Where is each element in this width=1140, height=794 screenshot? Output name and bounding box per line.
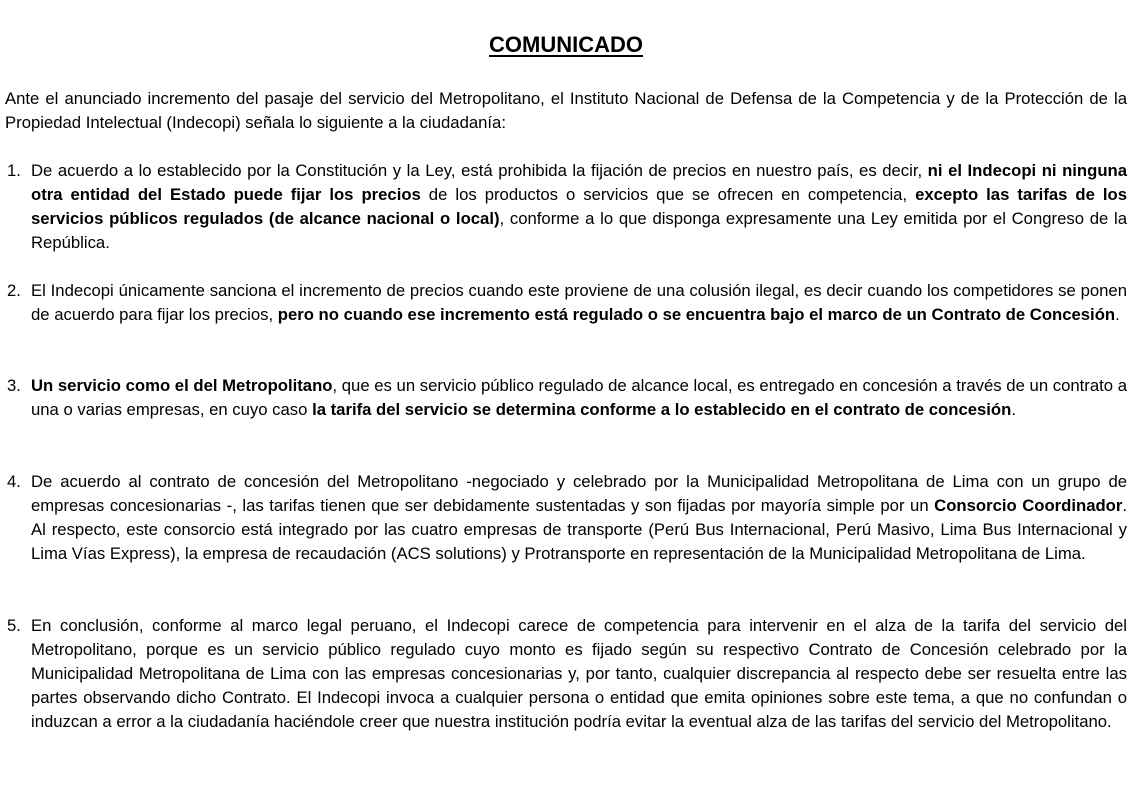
list-item-text: Un servicio como el del Metropolitano, que es un servicio público regulado de alcance local, es entregado en concesión a través de un contrato a una o varias empresas, en cuyo caso la tarifa del servicio se determina conforme a lo establecido en el contrato de concesión. [31, 376, 1127, 419]
document-title: COMUNICADO [489, 32, 643, 57]
list-item-text: De acuerdo a lo establecido por la Constitución y la Ley, está prohibida la fijación de precios en nuestro país, es decir, ni el Indecopi ni ninguna otra entidad del Estado puede fijar los precios de los productos o servicios que se ofrecen en competencia, excepto las tarifas de los servicios públicos regulados (de alcance nacional o local), conforme a lo que disponga expresamente una Ley emitida por el Congreso de la República. [31, 161, 1128, 252]
list-item-text: De acuerdo al contrato de concesión del Metropolitano -negociado y celebrado por la Municipalidad Metropolitana de Lima con un grupo de empresas concesionarias -, las tarifas tienen que ser debidamente sustentadas y son fijadas por mayoría simple por un Consorcio Coordinador. Al respecto, este consorcio está integrado por las cuatro empresas de transporte (Perú Bus Internacional, Perú Masivo, Lima Bus Internacional y Lima Vías Express), la empresa de recaudación (ACS solutions) y Protransporte en representación de la Municipalidad Metropolitana de Lima. [31, 472, 1127, 563]
intro-paragraph: Ante el anunciado incremento del pasaje del servicio del Metropolitano, el Instituto Nacional de Defensa de la Competencia y de la Protección de la Propiedad Intelectual (Indecopi) señala lo siguiente a la ciudadanía: [5, 89, 1127, 132]
list-item-number: 5. [7, 616, 21, 635]
list-item-number: 3. [7, 376, 21, 395]
list-item-number: 2. [7, 281, 21, 300]
list-item-text: En conclusión, conforme al marco legal peruano, el Indecopi carece de competencia para intervenir en el alza de la tarifa del servicio del Metropolitano, porque es un servicio público regulado cuyo monto es fijado según su respectivo Contrato de Concesión celebrado por la Municipalidad Metropolitana de Lima con las empresas concesionarias y, por tanto, cualquier discrepancia al respecto debe ser resuelta entre las partes observando dicho Contrato. El Indecopi invoca a cualquier persona o entidad que emita opiniones sobre este tema, a que no confundan o induzcan a error a la ciudadanía haciéndole creer que nuestra institución podría evitar la eventual alza de las tarifas del servicio del Metropolitano. [31, 616, 1127, 731]
list-item-number: 1. [7, 161, 21, 180]
list-item-text: El Indecopi únicamente sanciona el incremento de precios cuando este proviene de una colusión ilegal, es decir cuando los competidores se ponen de acuerdo para fijar los precios, pero no cuando ese incremento está regulado o se encuentra bajo el marco de un Contrato de Concesión. [31, 281, 1127, 324]
list-item-number: 4. [7, 472, 21, 491]
